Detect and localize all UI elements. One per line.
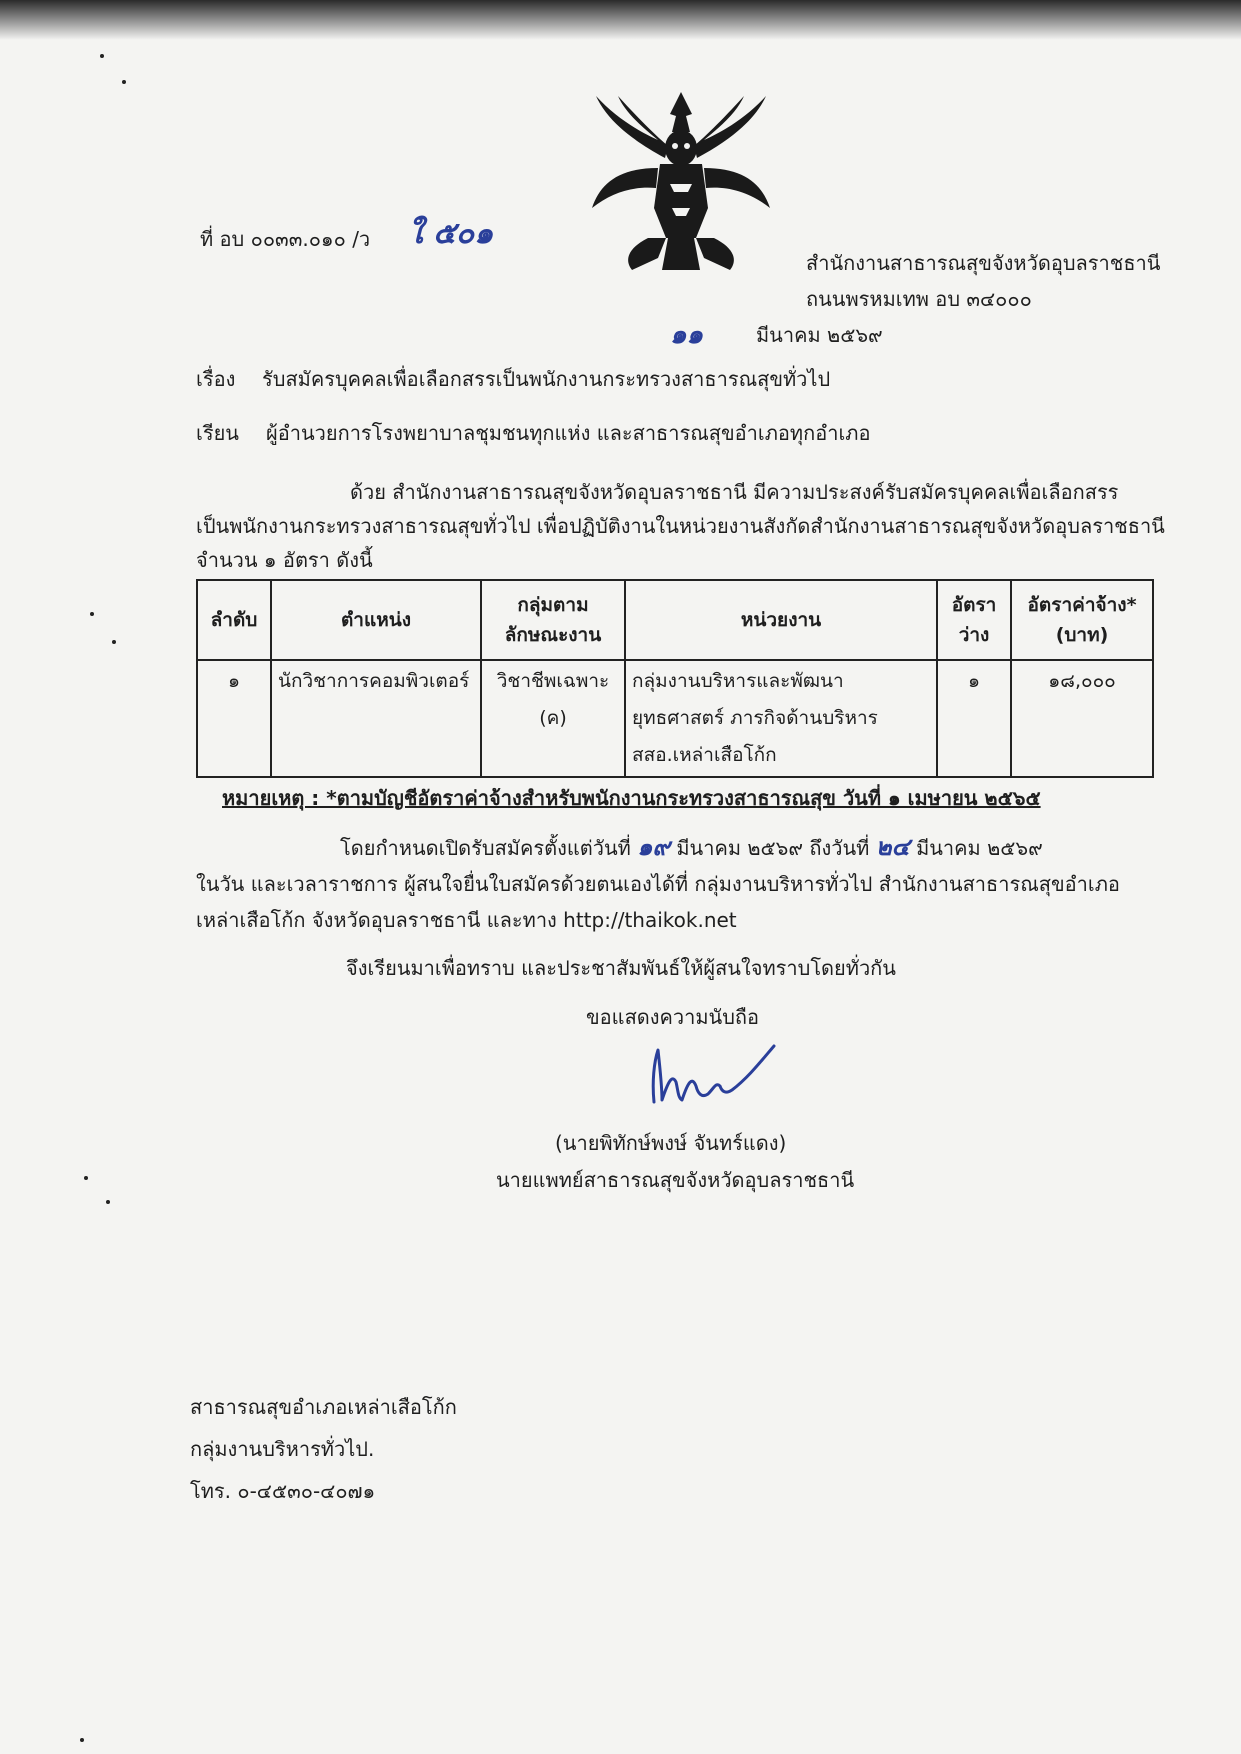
- table-row: [197, 660, 1153, 777]
- date-day-handwritten: ๑๑: [670, 320, 704, 350]
- subject-label: เรื่อง: [196, 367, 236, 391]
- closing-line: จึงเรียนมาเพื่อทราบ และประชาสัมพันธ์ให้ผู้สนใจทราบโดยทั่วกัน: [346, 956, 896, 980]
- header-group: กลุ่มตาม ลักษณะงาน: [481, 580, 625, 660]
- footer-office: สาธารณสุขอำเภอเหล่าเสือโก้ก: [190, 1395, 457, 1419]
- wage-note: หมายเหตุ : *ตามบัญชีอัตราค่าจ้างสำหรับพนักงานกระทรวงสาธารณสุข วันที่ ๑ เมษายน ๒๕๖๕: [222, 786, 1041, 810]
- row-wage: ๑๘,๐๐๐: [1011, 660, 1153, 777]
- recipient-text: ผู้อำนวยการโรงพยาบาลชุมชนทุกแห่ง และสาธารณสุขอำเภอทุกอำเภอ: [266, 421, 871, 445]
- row-position: นักวิชาการคอมพิวเตอร์: [271, 660, 481, 777]
- scan-speck: [122, 80, 126, 84]
- row-order: ๑: [197, 660, 271, 777]
- position-table: [196, 579, 1154, 778]
- row-vacancy: ๑: [937, 660, 1011, 777]
- scan-speck: [100, 54, 104, 58]
- header-position: ตำแหน่ง: [271, 580, 481, 660]
- scan-speck: [112, 640, 116, 644]
- office-name: สำนักงานสาธารณสุขจังหวัดอุบลราชธานี: [806, 251, 1161, 275]
- application-line-3: เหล่าเสือโก้ก จังหวัดอุบลราชธานี และทาง http://thaikok.net: [196, 908, 737, 932]
- end-day-handwritten: ๒๔: [875, 832, 910, 861]
- footer-department: กลุ่มงานบริหารทั่วไป.: [190, 1437, 375, 1461]
- table-header-row: [197, 580, 1153, 660]
- recipient-label: เรียน: [196, 421, 239, 445]
- row-unit: กลุ่มงานบริหารและพัฒนา ยุทธศาสตร์ ภารกิจด้านบริหาร สสอ.เหล่าเสือโก้ก: [625, 660, 937, 777]
- scan-speck: [80, 1738, 84, 1742]
- scan-speck: [90, 612, 94, 616]
- intro-line-3: จำนวน ๑ อัตรา ดังนี้: [196, 548, 373, 572]
- closing-regards: ขอแสดงความนับถือ: [586, 1005, 760, 1029]
- scan-speck: [84, 1176, 88, 1180]
- reference-number: ที่ อบ ๐๐๓๓.๐๑๐ /ว: [200, 227, 371, 251]
- intro-line-1: ด้วย สำนักงานสาธารณสุขจังหวัดอุบลราชธานี มีความประสงค์รับสมัครบุคคลเพื่อเลือกสรร: [350, 480, 1119, 504]
- application-line-2: ในวัน และเวลาราชการ ผู้สนใจยื่นใบสมัครด้วยตนเองได้ที่ กลุ่มงานบริหารทั่วไป สำนักงานสาธารณสุขอำเภอ: [196, 872, 1120, 896]
- garuda-emblem: [588, 88, 774, 274]
- signatory-title: นายแพทย์สาธารณสุขจังหวัดอุบลราชธานี: [496, 1168, 855, 1192]
- scan-speck: [106, 1200, 110, 1204]
- start-day-handwritten: ๑๙: [637, 832, 670, 861]
- header-wage: อัตราค่าจ้าง* (บาท): [1011, 580, 1153, 660]
- footer-phone: โทร. ๐-๔๕๓๐-๔๐๗๑: [190, 1479, 376, 1503]
- header-order: ลำดับ: [197, 580, 271, 660]
- signatory-name: (นายพิทักษ์พงษ์ จันทร์แดง): [555, 1131, 787, 1155]
- reference-number-handwritten: ใ ๕๐๑: [408, 216, 494, 251]
- document-date: มีนาคม ๒๕๖๙: [756, 323, 883, 347]
- office-address: ถนนพรหมเทพ อบ ๓๔๐๐๐: [806, 287, 1032, 311]
- subject-text: รับสมัครบุคคลเพื่อเลือกสรรเป็นพนักงานกระทรวงสาธารณสุขทั่วไป: [262, 367, 831, 391]
- header-vacancy: อัตรา ว่าง: [937, 580, 1011, 660]
- header-unit: หน่วยงาน: [625, 580, 937, 660]
- application-line-1: โดยกำหนดเปิดรับสมัครตั้งแต่วันที่ ๑๙ มีนาคม ๒๕๖๙ ถึงวันที่ ๒๔ มีนาคม ๒๕๖๙: [340, 832, 1043, 861]
- row-group: วิชาชีพเฉพาะ (ค): [481, 660, 625, 777]
- intro-line-2: เป็นพนักงานกระทรวงสาธารณสุขทั่วไป เพื่อปฏิบัติงานในหน่วยงานสังกัดสำนักงานสาธารณสุขจังหวัดอุบลราชธานี: [196, 514, 1165, 538]
- signature: [648, 1042, 778, 1106]
- scan-shadow: [0, 0, 1241, 40]
